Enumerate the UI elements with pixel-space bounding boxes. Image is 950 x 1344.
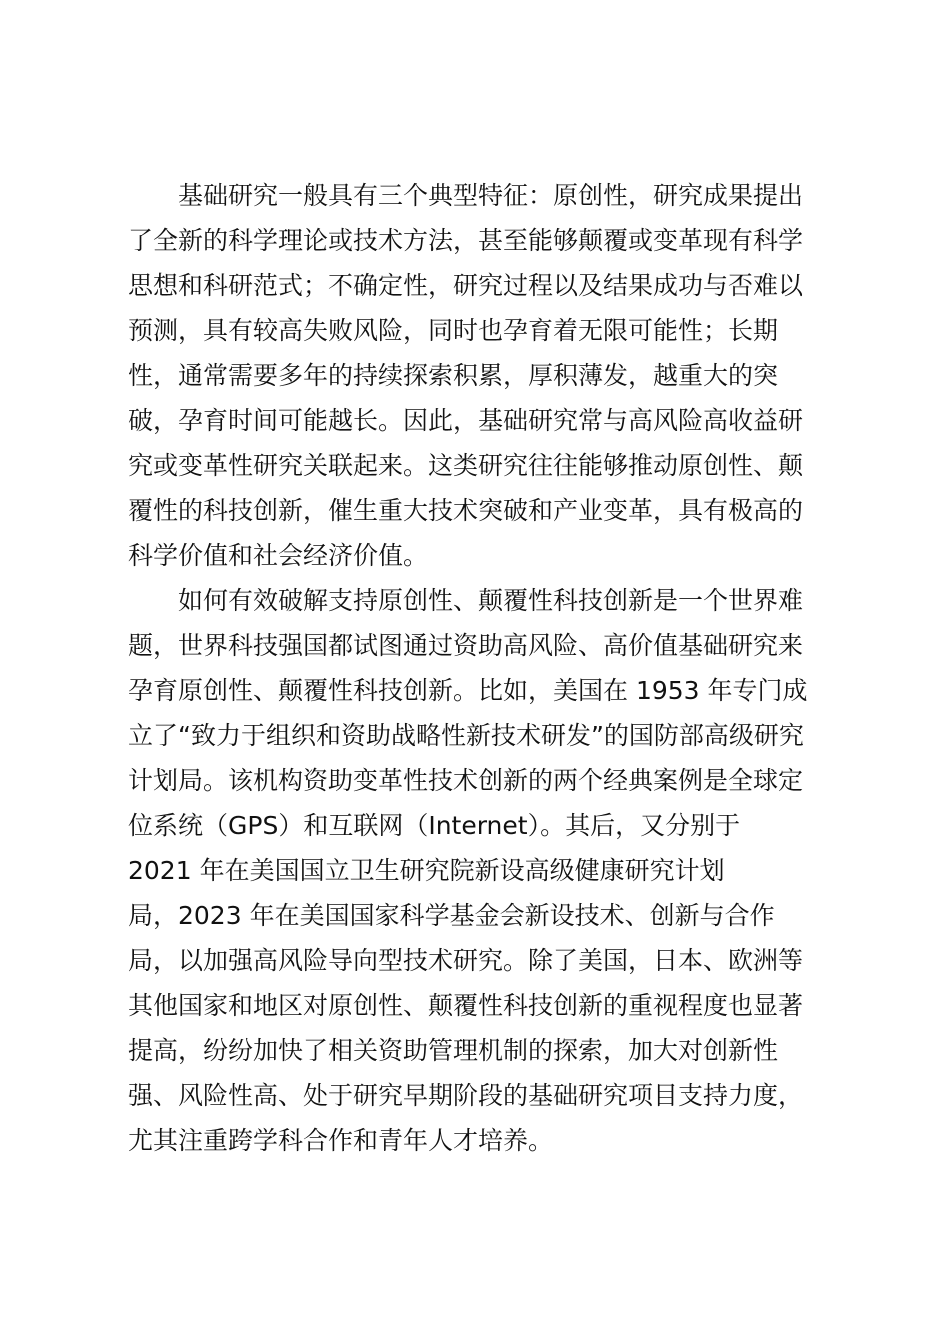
paragraph-international-support — [128, 578, 820, 1163]
text-line: 立了“致力于组织和资助战略性新技术研发”的国防部高级研究 — [128, 721, 804, 750]
text-line: 如何有效破解支持原创性、颠覆性科技创新是一个世界难 — [178, 586, 804, 615]
text-line: 尤其注重跨学科合作和青年人才培养。 — [128, 1126, 554, 1155]
text-line: 位系统（GPS）和互联网（Internet）。其后，又分别于 — [128, 811, 741, 840]
paragraph-characteristics — [128, 173, 820, 578]
text-line: 了全新的科学理论或技术方法，甚至能够颠覆或变革现有科学 — [128, 226, 804, 255]
text-line: 究或变革性研究关联起来。这类研究往往能够推动原创性、颠 — [128, 451, 804, 480]
text-line: 计划局。该机构资助变革性技术创新的两个经典案例是全球定 — [128, 766, 804, 795]
text-line: 其他国家和地区对原创性、颠覆性科技创新的重视程度也显著 — [128, 991, 804, 1020]
text-line: 思想和科研范式；不确定性，研究过程以及结果成功与否难以 — [128, 271, 804, 300]
text-line: 2021 年在美国国立卫生研究院新设高级健康研究计划 — [128, 856, 725, 885]
text-line: 局，2023 年在美国国家科学基金会新设技术、创新与合作 — [128, 901, 775, 930]
text-line: 基础研究一般具有三个典型特征：原创性，研究成果提出 — [178, 181, 804, 210]
text-line: 题，世界科技强国都试图通过资助高风险、高价值基础研究来 — [128, 631, 804, 660]
text-line: 提高，纷纷加快了相关资助管理机制的探索，加大对创新性 — [128, 1036, 779, 1065]
document-body — [128, 173, 820, 1163]
text-line: 预测，具有较高失败风险，同时也孕育着无限可能性；长期 — [128, 316, 779, 345]
text-line: 科学价值和社会经济价值。 — [128, 541, 429, 570]
text-line: 性，通常需要多年的持续探索积累，厚积薄发，越重大的突 — [128, 361, 779, 390]
text-line: 孕育原创性、颠覆性科技创新。比如，美国在 1953 年专门成 — [128, 676, 808, 705]
text-line: 破，孕育时间可能越长。因此，基础研究常与高风险高收益研 — [128, 406, 804, 435]
text-line: 强、风险性高、处于研究早期阶段的基础研究项目支持力度， — [128, 1081, 804, 1110]
text-line: 覆性的科技创新，催生重大技术突破和产业变革，具有极高的 — [128, 496, 804, 525]
text-line: 局，以加强高风险导向型技术研究。除了美国，日本、欧洲等 — [128, 946, 804, 975]
